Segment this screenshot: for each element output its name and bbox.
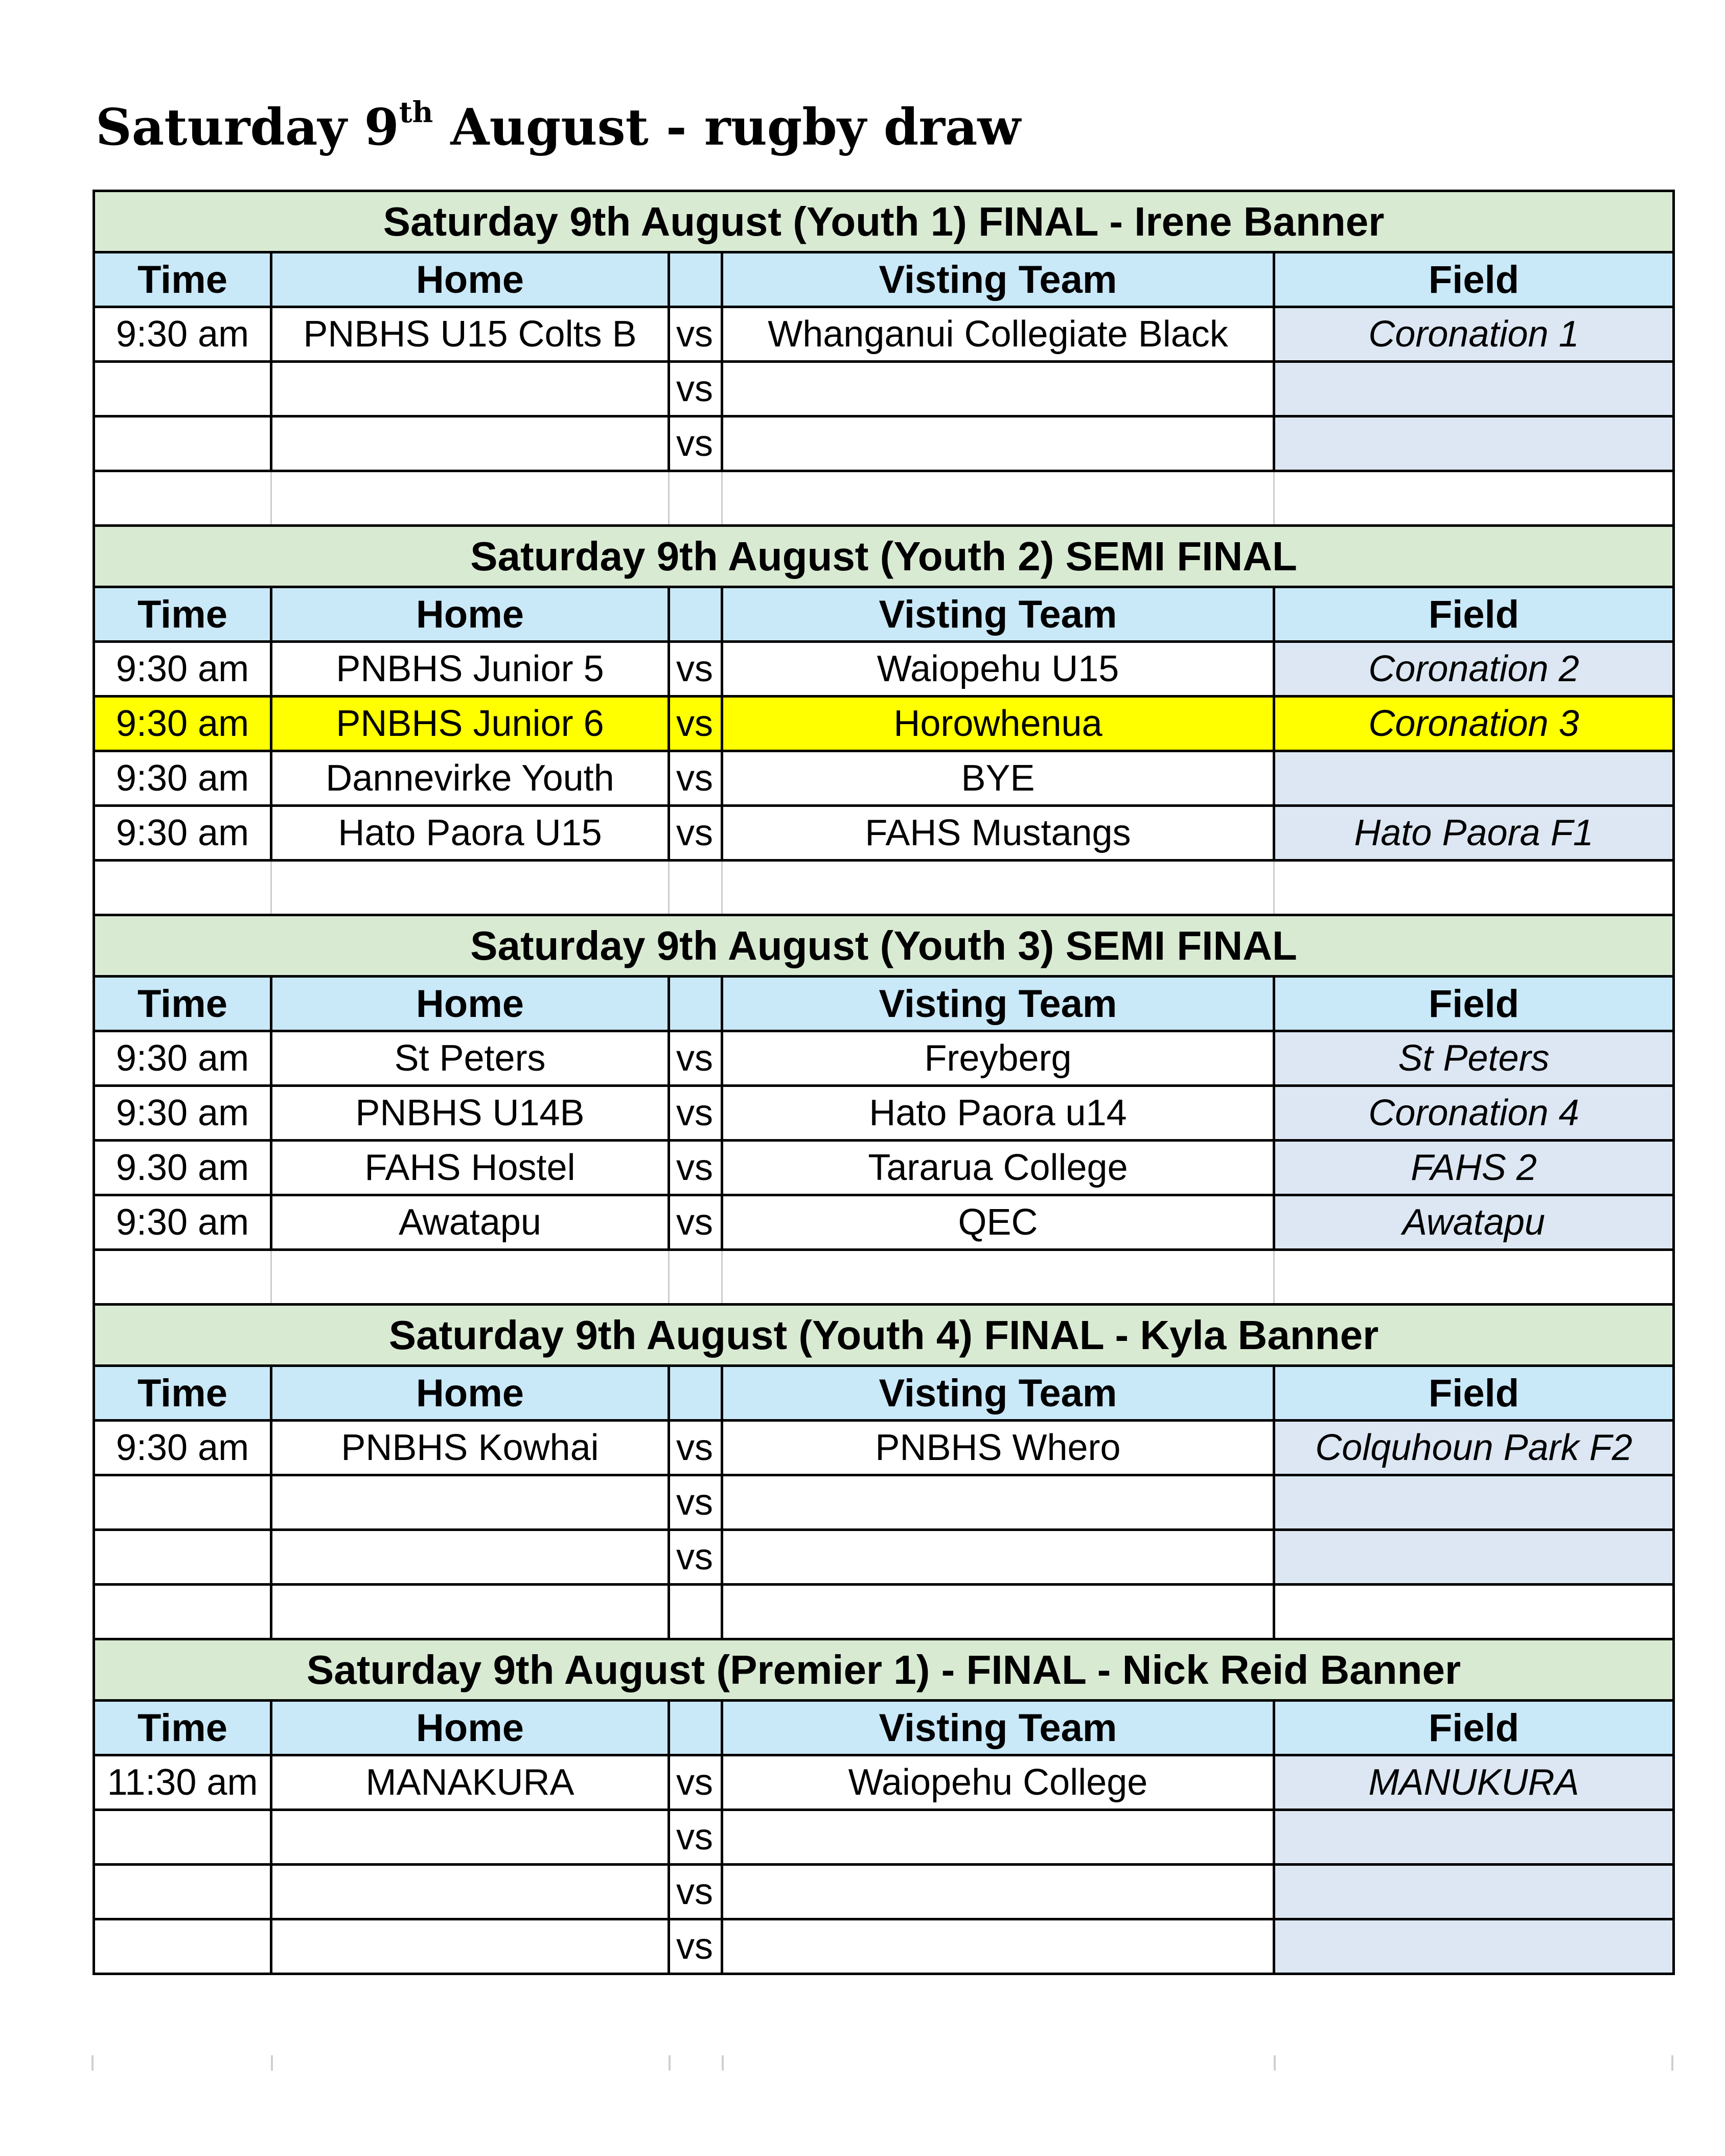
header-field: Field	[1274, 1701, 1674, 1755]
field-cell	[1274, 1530, 1674, 1585]
time-cell	[94, 1810, 271, 1865]
spacer-row	[94, 1250, 1674, 1305]
spacer-cell	[669, 471, 722, 526]
spacer-cell	[669, 1585, 722, 1639]
header-home-team: Home	[271, 587, 669, 642]
visiting-team-cell	[722, 1865, 1274, 1919]
header-visiting-team: Visting Team	[722, 977, 1274, 1031]
header-home-team: Home	[271, 977, 669, 1031]
home-team-cell	[271, 1865, 669, 1919]
time-cell	[94, 1865, 271, 1919]
match-row	[94, 806, 1674, 861]
field-cell	[1274, 1865, 1674, 1919]
visiting-team-cell: FAHS Mustangs	[722, 806, 1274, 861]
visiting-team-cell	[722, 1919, 1274, 1974]
field-cell: Coronation 4	[1274, 1086, 1674, 1141]
spacer-row	[94, 471, 1674, 526]
grid-line	[669, 2055, 671, 2071]
section-title: Saturday 9th August (Premier 1) - FINAL - Nick Reid Banner	[94, 1639, 1674, 1701]
match-row	[94, 307, 1674, 362]
home-team-cell	[271, 1810, 669, 1865]
vs-cell: vs	[669, 642, 722, 697]
vs-cell: vs	[669, 806, 722, 861]
visiting-team-cell: BYE	[722, 751, 1274, 806]
header-visiting-team: Visting Team	[722, 252, 1274, 307]
section-title-row	[94, 526, 1674, 587]
title-suffix: August - rugby draw	[433, 98, 1021, 157]
match-row	[94, 1195, 1674, 1250]
match-row	[94, 642, 1674, 697]
section-title: Saturday 9th August (Youth 1) FINAL - Irene Banner	[94, 191, 1674, 252]
header-field: Field	[1274, 587, 1674, 642]
field-cell	[1274, 1810, 1674, 1865]
home-team-cell	[271, 362, 669, 416]
vs-cell: vs	[669, 697, 722, 751]
vs-cell: vs	[669, 362, 722, 416]
grid-line	[722, 2055, 724, 2071]
time-cell: 9:30 am	[94, 806, 271, 861]
match-row	[94, 751, 1674, 806]
spacer-cell	[722, 861, 1274, 915]
field-cell: Awatapu	[1274, 1195, 1674, 1250]
match-row	[94, 1086, 1674, 1141]
vs-cell: vs	[669, 1421, 722, 1475]
vs-cell: vs	[669, 1919, 722, 1974]
spacer-cell	[271, 1250, 669, 1305]
header-vs	[669, 587, 722, 642]
home-team-cell: Hato Paora U15	[271, 806, 669, 861]
time-cell: 9:30 am	[94, 642, 271, 697]
home-team-cell: Awatapu	[271, 1195, 669, 1250]
header-time: Time	[94, 1366, 271, 1421]
column-header-row	[94, 252, 1674, 307]
visiting-team-cell: Horowhenua	[722, 697, 1274, 751]
match-row	[94, 1865, 1674, 1919]
match-row	[94, 697, 1674, 751]
home-team-cell: PNBHS U15 Colts B	[271, 307, 669, 362]
header-time: Time	[94, 1701, 271, 1755]
spacer-cell	[1274, 471, 1674, 526]
match-row	[94, 1141, 1674, 1195]
section-title: Saturday 9th August (Youth 2) SEMI FINAL	[94, 526, 1674, 587]
title-prefix: Saturday 9	[96, 98, 399, 157]
header-time: Time	[94, 977, 271, 1031]
grid-line	[1274, 2055, 1276, 2071]
match-row	[94, 1755, 1674, 1810]
home-team-cell	[271, 416, 669, 471]
time-cell: 11:30 am	[94, 1755, 271, 1810]
vs-cell: vs	[669, 1195, 722, 1250]
spacer-cell	[271, 1585, 669, 1639]
match-row	[94, 362, 1674, 416]
spacer-cell	[1274, 1250, 1674, 1305]
visiting-team-cell: PNBHS Whero	[722, 1421, 1274, 1475]
vs-cell: vs	[669, 1086, 722, 1141]
home-team-cell: PNBHS Kowhai	[271, 1421, 669, 1475]
header-visiting-team: Visting Team	[722, 1701, 1274, 1755]
field-cell: Colquhoun Park F2	[1274, 1421, 1674, 1475]
spacer-cell	[94, 861, 271, 915]
match-row	[94, 1919, 1674, 1974]
match-row	[94, 1475, 1674, 1530]
visiting-team-cell	[722, 1475, 1274, 1530]
document-title	[96, 95, 1021, 161]
home-team-cell: St Peters	[271, 1031, 669, 1086]
header-home-team: Home	[271, 1366, 669, 1421]
header-visiting-team: Visting Team	[722, 587, 1274, 642]
rugby-draw-table	[93, 190, 1675, 1975]
time-cell: 9:30 am	[94, 1086, 271, 1141]
time-cell: 9.30 am	[94, 1141, 271, 1195]
vs-cell: vs	[669, 1475, 722, 1530]
match-row	[94, 1530, 1674, 1585]
home-team-cell: PNBHS Junior 6	[271, 697, 669, 751]
field-cell: Coronation 2	[1274, 642, 1674, 697]
field-cell	[1274, 1919, 1674, 1974]
header-field: Field	[1274, 1366, 1674, 1421]
visiting-team-cell: Hato Paora u14	[722, 1086, 1274, 1141]
field-cell: Coronation 3	[1274, 697, 1674, 751]
time-cell: 9:30 am	[94, 1195, 271, 1250]
header-home-team: Home	[271, 252, 669, 307]
visiting-team-cell	[722, 362, 1274, 416]
column-header-row	[94, 587, 1674, 642]
header-visiting-team: Visting Team	[722, 1366, 1274, 1421]
field-cell: Coronation 1	[1274, 307, 1674, 362]
time-cell	[94, 1475, 271, 1530]
time-cell: 9:30 am	[94, 1031, 271, 1086]
visiting-team-cell: Whanganui Collegiate Black	[722, 307, 1274, 362]
vs-cell: vs	[669, 1810, 722, 1865]
home-team-cell: Dannevirke Youth	[271, 751, 669, 806]
header-vs	[669, 1366, 722, 1421]
vs-cell: vs	[669, 416, 722, 471]
field-cell	[1274, 1475, 1674, 1530]
section-title-row	[94, 1305, 1674, 1366]
grid-line	[91, 2055, 94, 2071]
spacer-row	[94, 861, 1674, 915]
match-row	[94, 1421, 1674, 1475]
column-header-row	[94, 1701, 1674, 1755]
vs-cell: vs	[669, 751, 722, 806]
home-team-cell	[271, 1475, 669, 1530]
home-team-cell: FAHS Hostel	[271, 1141, 669, 1195]
match-row	[94, 416, 1674, 471]
section-title: Saturday 9th August (Youth 3) SEMI FINAL	[94, 915, 1674, 977]
home-team-cell: PNBHS U14B	[271, 1086, 669, 1141]
vs-cell: vs	[669, 1755, 722, 1810]
header-field: Field	[1274, 977, 1674, 1031]
header-home-team: Home	[271, 1701, 669, 1755]
field-cell: FAHS 2	[1274, 1141, 1674, 1195]
spacer-cell	[271, 861, 669, 915]
title-superscript: th	[399, 96, 433, 129]
time-cell: 9:30 am	[94, 1421, 271, 1475]
field-cell: St Peters	[1274, 1031, 1674, 1086]
time-cell: 9:30 am	[94, 751, 271, 806]
time-cell	[94, 416, 271, 471]
field-cell	[1274, 751, 1674, 806]
spacer-cell	[722, 1250, 1274, 1305]
column-header-row	[94, 1366, 1674, 1421]
home-team-cell: MANAKURA	[271, 1755, 669, 1810]
visiting-team-cell	[722, 1530, 1274, 1585]
visiting-team-cell: Freyberg	[722, 1031, 1274, 1086]
field-cell	[1274, 362, 1674, 416]
header-time: Time	[94, 252, 271, 307]
field-cell: Hato Paora F1	[1274, 806, 1674, 861]
visiting-team-cell	[722, 1810, 1274, 1865]
spacer-cell	[1274, 1585, 1674, 1639]
home-team-cell	[271, 1530, 669, 1585]
spacer-cell	[94, 1250, 271, 1305]
header-vs	[669, 977, 722, 1031]
vs-cell: vs	[669, 1530, 722, 1585]
spacer-cell	[669, 861, 722, 915]
visiting-team-cell: Waiopehu U15	[722, 642, 1274, 697]
spacer-cell	[1274, 861, 1674, 915]
header-time: Time	[94, 587, 271, 642]
field-cell: MANUKURA	[1274, 1755, 1674, 1810]
home-team-cell	[271, 1919, 669, 1974]
time-cell	[94, 362, 271, 416]
section-title: Saturday 9th August (Youth 4) FINAL - Kyla Banner	[94, 1305, 1674, 1366]
visiting-team-cell	[722, 416, 1274, 471]
spacer-cell	[271, 471, 669, 526]
field-cell	[1274, 416, 1674, 471]
home-team-cell: PNBHS Junior 5	[271, 642, 669, 697]
match-row	[94, 1810, 1674, 1865]
header-vs	[669, 1701, 722, 1755]
vs-cell: vs	[669, 1031, 722, 1086]
vs-cell: vs	[669, 1865, 722, 1919]
time-cell: 9:30 am	[94, 697, 271, 751]
match-row	[94, 1031, 1674, 1086]
section-title-row	[94, 191, 1674, 252]
blank-row	[94, 1585, 1674, 1639]
spacer-cell	[669, 1250, 722, 1305]
vs-cell: vs	[669, 307, 722, 362]
grid-line	[271, 2055, 273, 2071]
vs-cell: vs	[669, 1141, 722, 1195]
column-header-row	[94, 977, 1674, 1031]
time-cell	[94, 1919, 271, 1974]
spacer-cell	[94, 1585, 271, 1639]
header-vs	[669, 252, 722, 307]
header-field: Field	[1274, 252, 1674, 307]
spacer-cell	[94, 471, 271, 526]
grid-line	[1671, 2055, 1673, 2071]
time-cell	[94, 1530, 271, 1585]
section-title-row	[94, 1639, 1674, 1701]
visiting-team-cell: Tararua College	[722, 1141, 1274, 1195]
section-title-row	[94, 915, 1674, 977]
spacer-cell	[722, 1585, 1274, 1639]
spacer-cell	[722, 471, 1274, 526]
visiting-team-cell: Waiopehu College	[722, 1755, 1274, 1810]
visiting-team-cell: QEC	[722, 1195, 1274, 1250]
time-cell: 9:30 am	[94, 307, 271, 362]
